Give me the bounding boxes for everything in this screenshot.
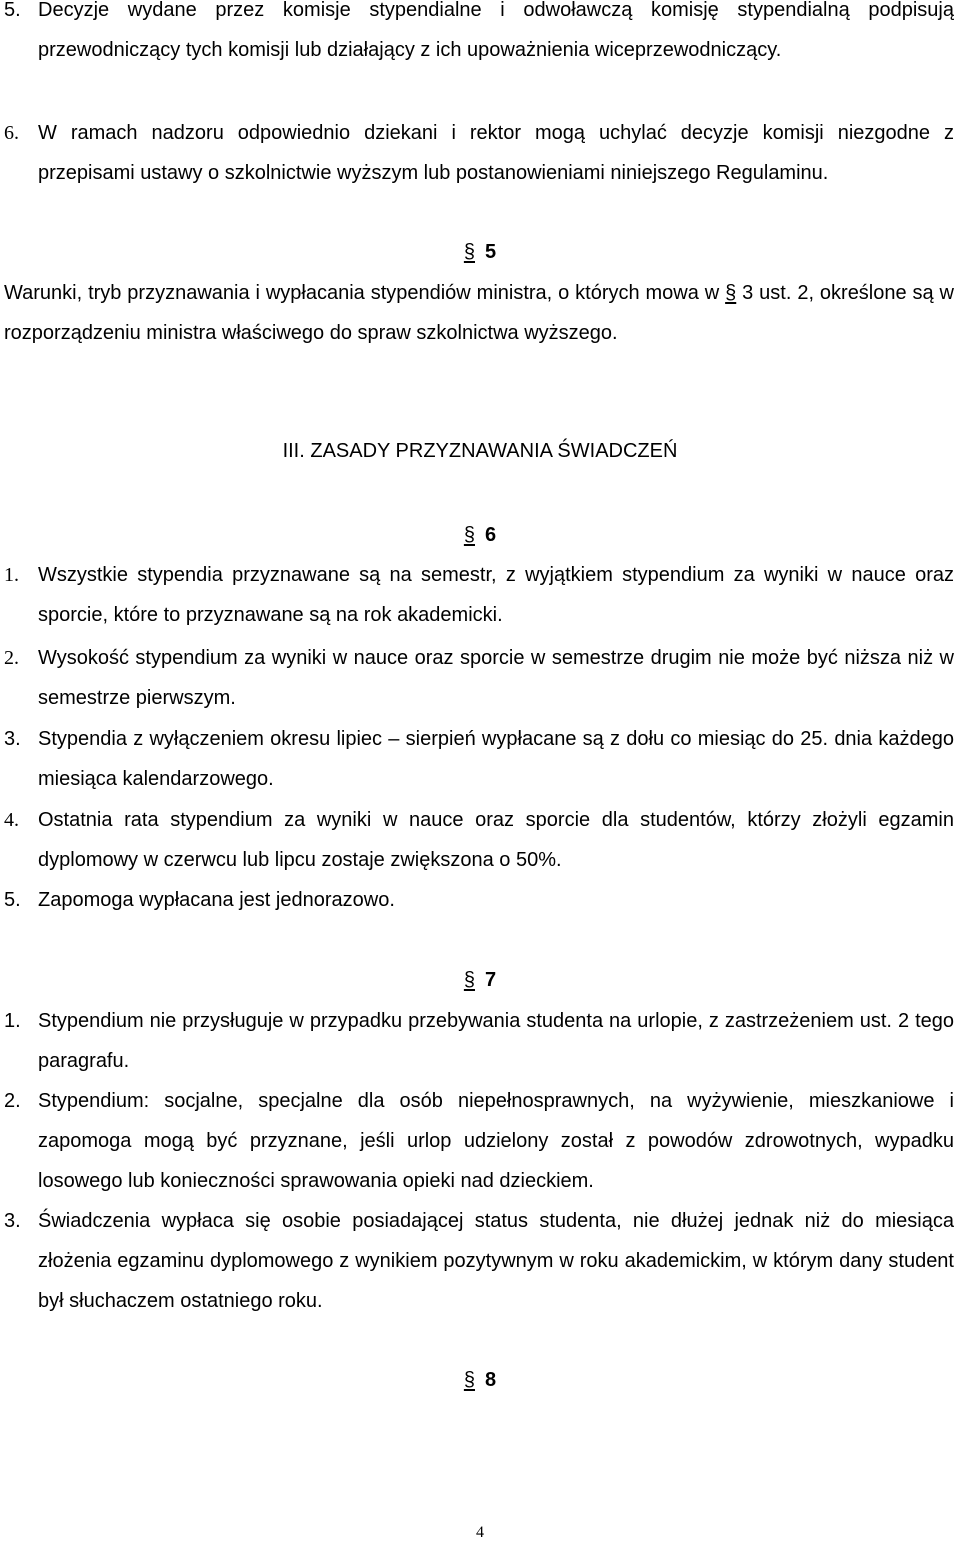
list-item (4, 1001, 954, 1081)
item-number: 1. (4, 1010, 21, 1032)
section-number: 7 (485, 969, 497, 991)
list-item (4, 638, 954, 718)
item-text: Stypendium: socjalne, specjalne dla osób niepełnosprawnych, na wyżywienie, mieszkaniowe i zapomoga mogą być przyznane, jeśli urlop udzielony został z powodów zdrowotnych, wypadku losowego lub konieczności sprawowania opieki nad dzieckiem. (38, 1090, 954, 1192)
section-number: 6 (485, 524, 497, 546)
item-text: Stypendium nie przysługuje w przypadku przebywania studenta na urlopie, z zastrzeżeniem ust. 2 tego paragrafu. (38, 1010, 954, 1072)
item-number: 3. (4, 728, 21, 750)
item-number: 2. (4, 647, 19, 669)
item-number: 1. (4, 564, 19, 586)
item-text: Stypendia z wyłączeniem okresu lipiec – sierpień wypłacane są z dołu co miesiąc do 25. dnia każdego miesiąca kalendarzowego. (38, 728, 954, 790)
page-number: 4 (476, 1524, 484, 1541)
item-number: 6. (4, 122, 19, 144)
section-sign: § (463, 524, 475, 546)
list-item (4, 1201, 954, 1321)
item-text: Ostatnia rata stypendium za wyniki w nauce oraz sporcie dla studentów, którzy złożyli egzamin dyplomowy w czerwcu lub lipcu zostaje zwiększona o 50%. (38, 809, 954, 871)
item-text: Świadczenia wypłaca się osobie posiadającej status studenta, nie dłużej jednak niż do miesiąca złożenia egzaminu dyplomowego z wynikiem pozytywnym w roku akademickim, w którym dany student był słuchaczem ostatniego roku. (38, 1210, 954, 1312)
section-5-text-part: 3 ust. 2, określone są w rozporządzeniu ministra właściwego do spraw szkolnictwa wyższego. (4, 282, 954, 344)
section-sign: § (463, 1369, 475, 1391)
section-heading-8 (0, 1369, 960, 1392)
section-sign: § (463, 969, 475, 991)
section-number: 8 (485, 1369, 497, 1391)
item-text: W ramach nadzoru odpowiednio dziekani i rektor mogą uchylać decyzje komisji niezgodne z przepisami ustawy o szkolnictwie wyższym lub postanowieniami niniejszego Regulaminu. (38, 122, 954, 184)
item-text: Wysokość stypendium za wyniki w nauce oraz sporcie w semestrze drugim nie może być niższa niż w semestrze pierwszym. (38, 647, 954, 709)
section-5-text-part: Warunki, tryb przyznawania i wypłacania stypendiów ministra, o których mowa w (4, 282, 720, 304)
item-number: 2. (4, 1090, 21, 1112)
section-sign: § (463, 241, 475, 263)
list-item (4, 1081, 954, 1201)
list-item (4, 880, 954, 920)
item-text: Zapomoga wypłacana jest jednorazowo. (38, 889, 395, 911)
list-item (4, 555, 954, 635)
section-heading-7 (0, 969, 960, 992)
list-item (4, 0, 954, 70)
chapter-title: III. ZASADY PRZYZNAWANIA ŚWIADCZEŃ (282, 440, 678, 462)
section-sign-inline: § (725, 282, 737, 304)
item-number: 3. (4, 1210, 21, 1232)
item-number: 5. (4, 0, 21, 21)
item-number: 4. (4, 809, 19, 831)
list-item (4, 800, 954, 880)
item-text: Decyzje wydane przez komisje stypendialne i odwoławczą komisję stypendialną podpisują przewodniczący tych komisji lub działający z ich upoważnienia wiceprzewodniczący. (38, 0, 954, 61)
list-item (4, 113, 954, 193)
section-heading-6 (0, 524, 960, 547)
section-number: 5 (485, 241, 497, 263)
section-5-text (4, 273, 954, 353)
section-heading-5 (0, 241, 960, 264)
item-number: 5. (4, 889, 21, 911)
list-item (4, 719, 954, 799)
item-text: Wszystkie stypendia przyznawane są na semestr, z wyjątkiem stypendium za wyniki w nauce oraz sporcie, które to przyznawane są na rok akademicki. (38, 564, 954, 626)
